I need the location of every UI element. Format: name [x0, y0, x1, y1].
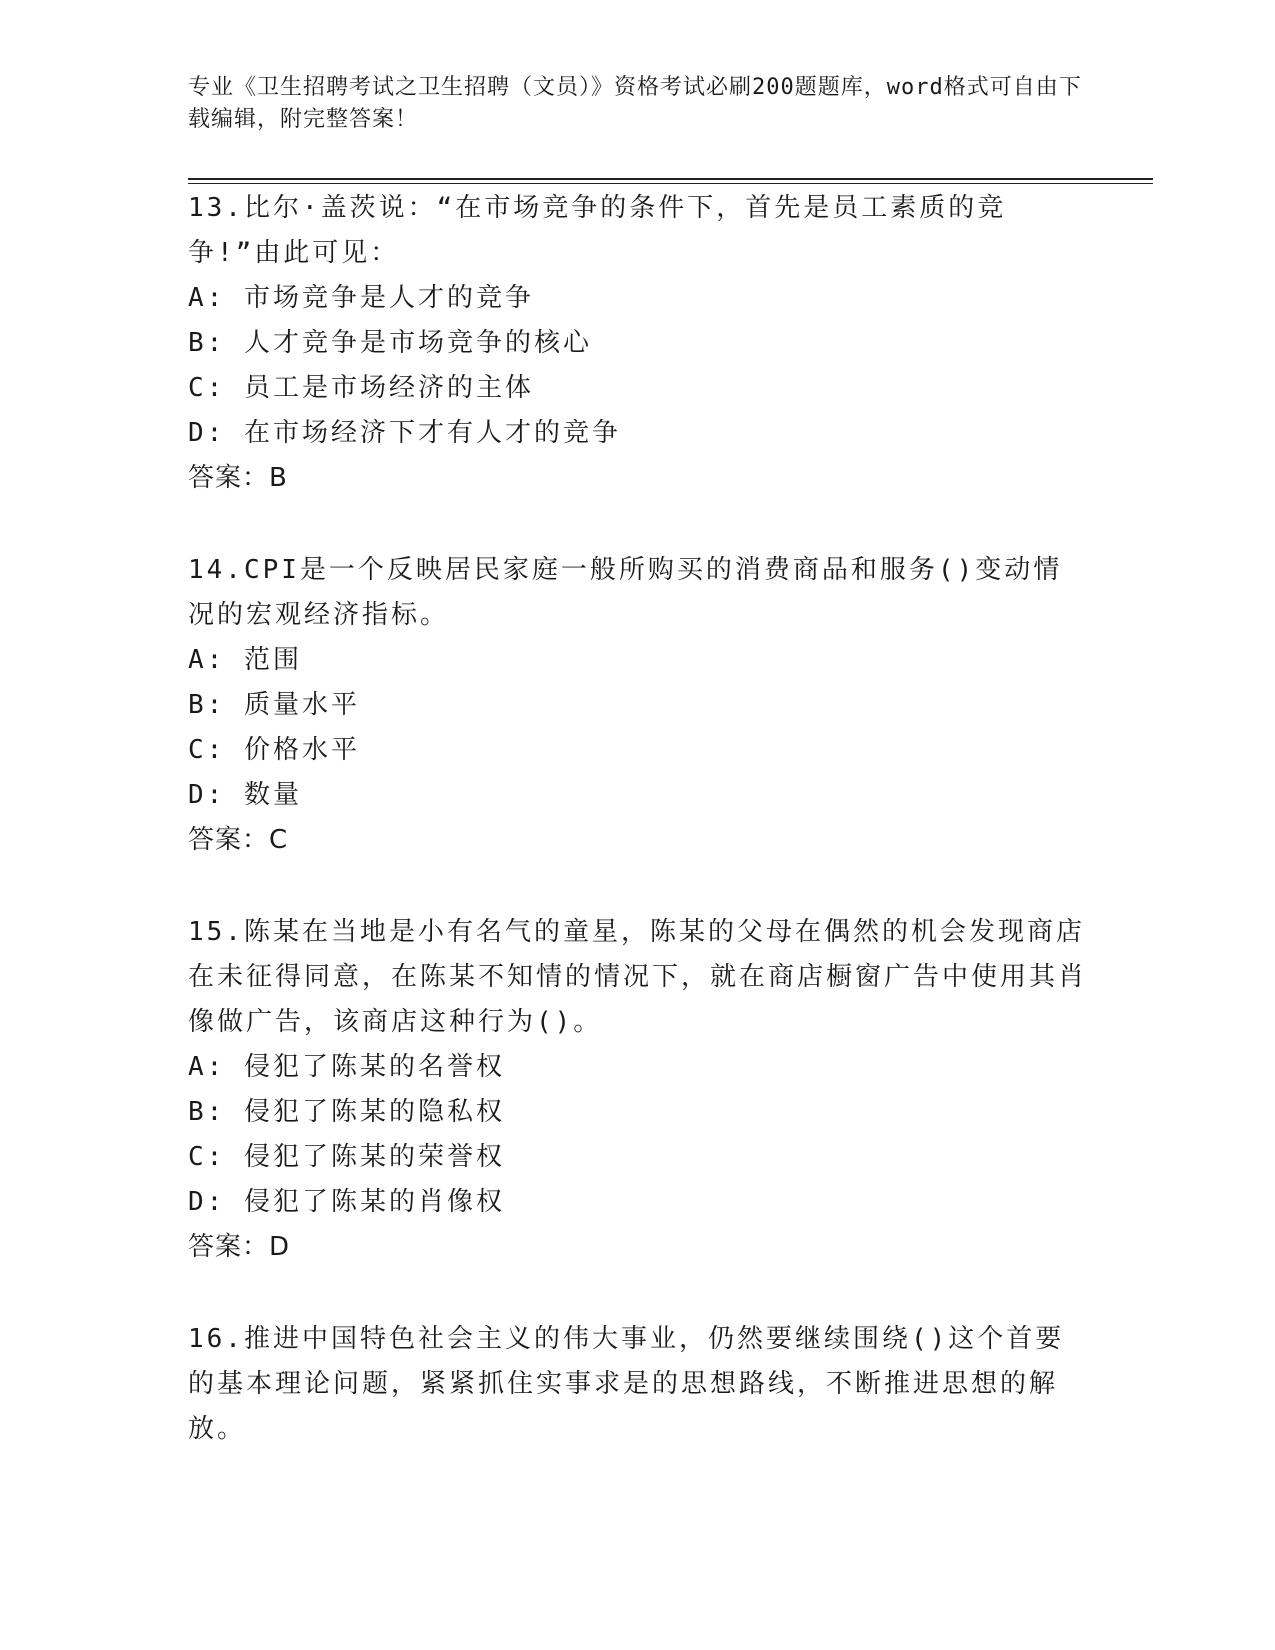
- option-b: B: 人才竞争是市场竞争的核心: [188, 328, 592, 358]
- option-a: A: 范围: [188, 645, 302, 675]
- option-a: A: 市场竞争是人才的竞争: [188, 283, 534, 313]
- option-b: B: 侵犯了陈某的隐私权: [188, 1097, 505, 1127]
- document-header: 专业《卫生招聘考试之卫生招聘（文员）》资格考试必刷200题题库，word格式可自由下载编辑，附完整答案！: [188, 75, 1082, 132]
- option-b: B: 质量水平: [188, 690, 360, 720]
- question-15: [188, 910, 1088, 1270]
- question-16: [188, 1317, 1088, 1452]
- question-stem: 16.推进中国特色社会主义的伟大事业，仍然要继续围绕()这个首要的基本理论问题，紧紧抓住实事求是的思想路线，不断推进思想的解放。: [188, 1324, 1065, 1444]
- option-d: D: 侵犯了陈某的肖像权: [188, 1187, 505, 1217]
- question-13: [188, 186, 1088, 501]
- answer-label: 答案：B: [188, 463, 288, 493]
- question-stem: 15.陈某在当地是小有名气的童星，陈某的父母在偶然的机会发现商店在未征得同意，在陈某不知情的情况下，就在商店橱窗广告中使用其肖像做广告，该商店这种行为()。: [188, 917, 1088, 1037]
- question-14: [188, 548, 1088, 863]
- question-stem: 14.CPI是一个反映居民家庭一般所购买的消费商品和服务()变动情况的宏观经济指标。: [188, 555, 1063, 630]
- answer-label: 答案：C: [188, 825, 289, 855]
- header-divider: [188, 178, 1153, 180]
- header-divider-thin: [188, 183, 1153, 184]
- option-a: A: 侵犯了陈某的名誉权: [188, 1052, 505, 1082]
- option-c: C: 侵犯了陈某的荣誉权: [188, 1142, 505, 1172]
- option-d: D: 数量: [188, 780, 302, 810]
- option-d: D: 在市场经济下才有人才的竞争: [188, 418, 621, 448]
- option-c: C: 员工是市场经济的主体: [188, 373, 534, 403]
- answer-label: 答案：D: [188, 1232, 291, 1262]
- question-stem: 13.比尔·盖茨说：“在市场竞争的条件下，首先是员工素质的竞争!”由此可见：: [188, 193, 1007, 268]
- option-c: C: 价格水平: [188, 735, 360, 765]
